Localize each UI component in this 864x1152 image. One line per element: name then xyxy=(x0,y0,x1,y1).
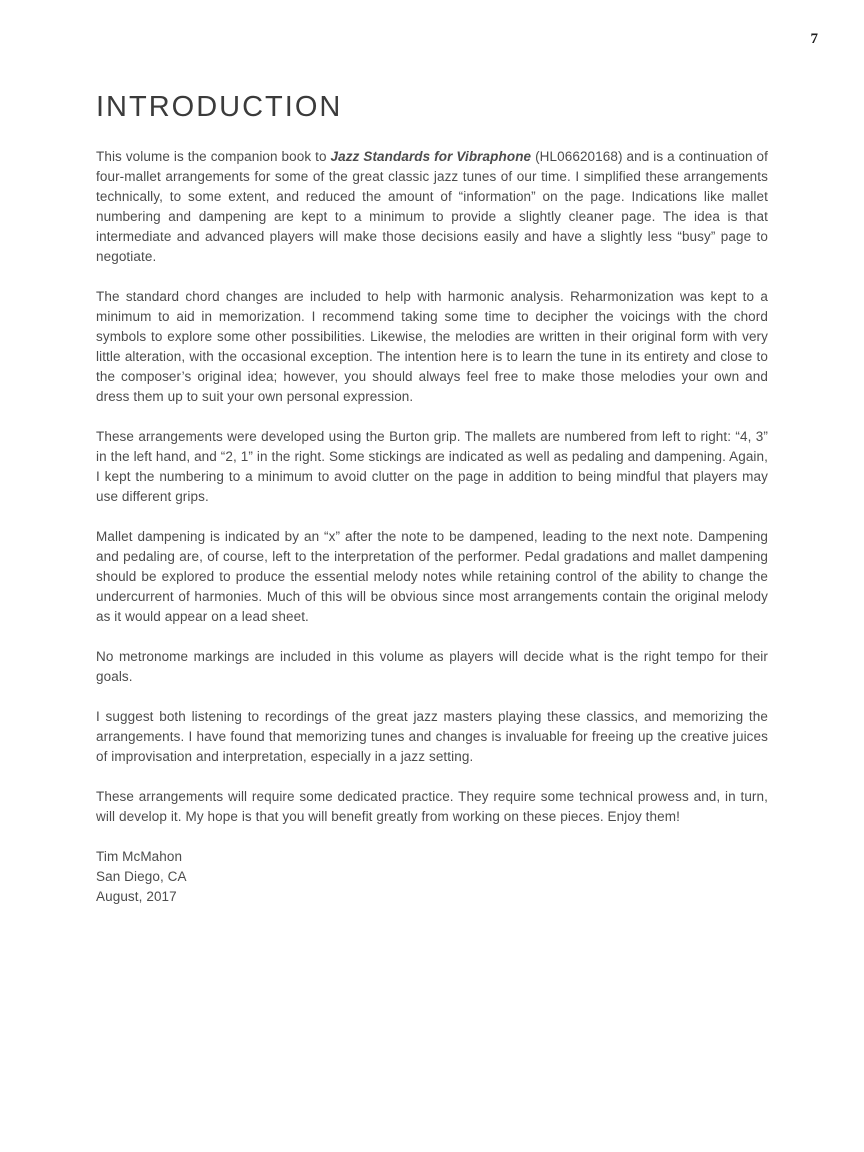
paragraph-4: Mallet dampening is indicated by an “x” after the note to be dampened, leading to the next note. Dampening and pedaling are, of course, left to the interpretation of the performer. Pedal gradations and mallet dampening should be explored to produce the essential melody notes while retaining control of the ability to change the undercurrent of harmonies. Much of this will be obvious since most arrangements contain the original melody as it would appear on a lead sheet. xyxy=(96,529,768,624)
paragraph-3: These arrangements were developed using the Burton grip. The mallets are numbered from left to right: “4, 3” in the left hand, and “2, 1” in the right. Some stickings are indicated as well as pedaling and dampening. Again, I kept the numbering to a minimum to avoid clutter on the page in addition to being mindful that players may use different grips. xyxy=(96,429,768,504)
signature-date: August, 2017 xyxy=(96,889,177,904)
paragraph-5: No metronome markings are included in this volume as players will decide what is the right tempo for their goals. xyxy=(96,649,768,684)
page-number: 7 xyxy=(810,31,818,47)
signature-location: San Diego, CA xyxy=(96,869,187,884)
paragraph-1-rest: (HL06620168) and is a continuation of four-mallet arrangements for some of the great classic jazz tunes of our time. I simplified these arrangements technically, to some extent, and reduced the amount of “information” on the page. Indications like mallet numbering and dampening are kept to a minimum to provide a slightly cleaner page. The idea is that intermediate and advanced players will make those decisions easily and have a slightly less “busy” page to negotiate. xyxy=(96,149,769,264)
page-content xyxy=(96,92,768,907)
paragraph-6: I suggest both listening to recordings of the great jazz masters playing these classics, and memorizing the arrangements. I have found that memorizing tunes and changes is invaluable for freeing up the creative juices of improvisation and interpretation, especially in a jazz setting. xyxy=(96,709,768,764)
page-title: INTRODUCTION xyxy=(96,91,343,123)
paragraph-7: These arrangements will require some dedicated practice. They require some technical prowess and, in turn, will develop it. My hope is that you will benefit greatly from working on these pieces. Enjoy them! xyxy=(96,789,768,824)
signature-name: Tim McMahon xyxy=(96,849,183,864)
paragraph-1-lead: This volume is the companion book to xyxy=(96,149,331,164)
introduction-text xyxy=(96,147,768,827)
referenced-book-title: Jazz Standards for Vibraphone xyxy=(330,149,532,164)
paragraph-1 xyxy=(96,147,768,267)
signature-block xyxy=(96,847,768,907)
paragraph-2: The standard chord changes are included to help with harmonic analysis. Reharmonization was kept to a minimum to aid in memorization. I recommend taking some time to decipher the voicings with the chord symbols to explore some other possibilities. Likewise, the melodies are written in their original form with very little alteration, with the occasional exception. The intention here is to learn the tune in its entirety and close to the composer’s original idea; however, you should always feel free to make those melodies your own and dress them up to suit your own personal expression. xyxy=(96,289,768,404)
